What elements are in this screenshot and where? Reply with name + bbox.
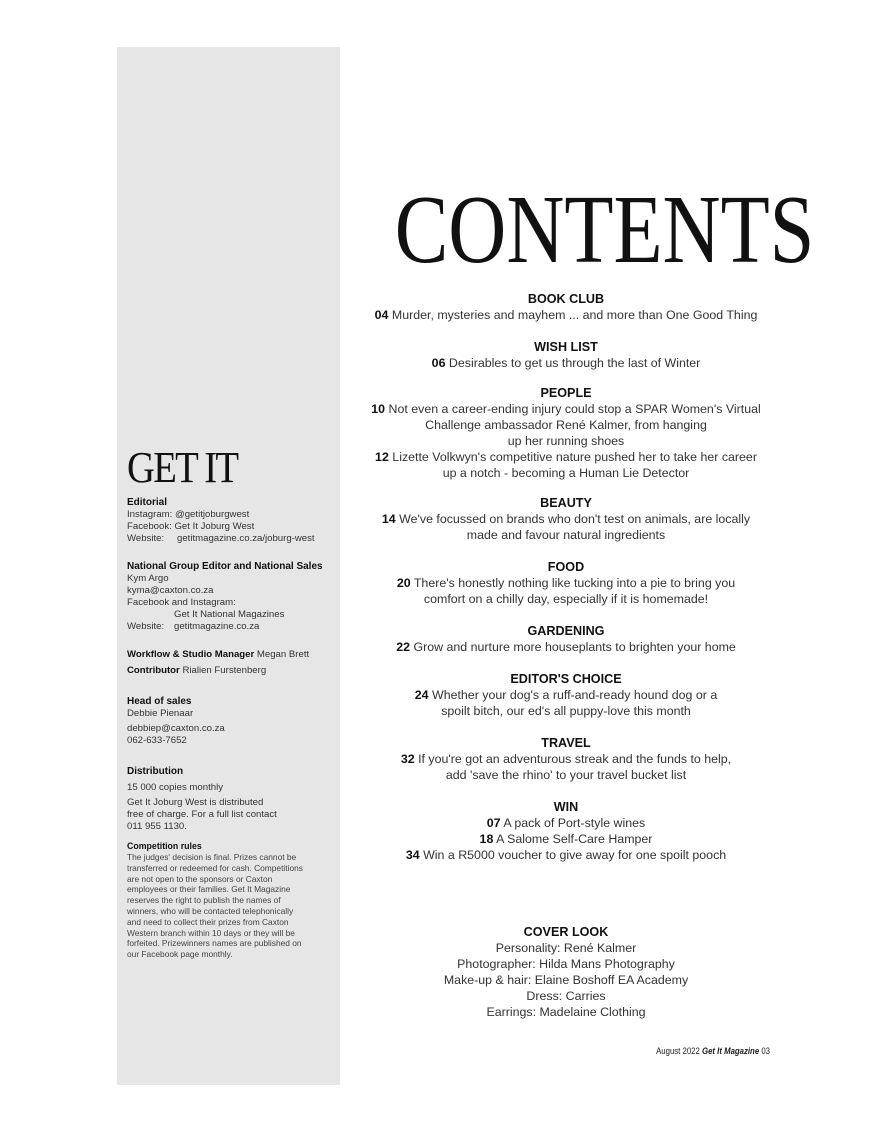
section-heading: FOOD (547, 560, 585, 574)
entry-text: A Salome Self-Care Hamper (496, 832, 653, 846)
workflow-line (127, 649, 337, 661)
sales-phone: 062-633-7652 (127, 735, 187, 746)
entry-text: Challenge ambassador René Kalmer, from hanging (425, 418, 707, 432)
entry-text: Lizette Volkwyn's competitive nature pushed her to take her career (392, 450, 757, 464)
cover-credit: Make-up & hair: Elaine Boshoff EA Academy (443, 973, 689, 987)
distribution-line-3: 011 955 1130. (127, 821, 187, 832)
section-heading: COVER LOOK (523, 925, 609, 939)
entry-text: Not even a career-ending injury could stop a SPAR Women's Virtual (388, 402, 761, 416)
toc-entry (350, 355, 782, 371)
section-heading: WIN (553, 800, 579, 814)
competition-heading: Competition rules (127, 841, 202, 851)
distribution-line-2: free of charge. For a full list contact (127, 809, 277, 820)
section-heading: GARDENING (527, 624, 605, 638)
toc-entry (350, 847, 782, 863)
entry-text: up a notch - becoming a Human Lie Detector (442, 466, 690, 480)
page-footer (614, 1046, 770, 1057)
distribution-line-1: Get It Joburg West is distributed (127, 797, 264, 808)
competition-line: transferred or redeemed for cash. Competitions (127, 862, 303, 873)
toc-entry (350, 639, 782, 655)
cover-credit: Personality: René Kalmer (495, 941, 637, 955)
competition-line: forfeited. Prizewinners names are published on (127, 938, 302, 949)
national-website-label: Website: (127, 621, 165, 632)
editorial-website-label: Website: (127, 533, 165, 544)
toc-entry (350, 449, 782, 465)
toc-entry (350, 307, 782, 323)
entry-text: Murder, mysteries and mayhem ... and more than One Good Thing (391, 308, 758, 322)
footer-page-number: 03 (761, 1046, 770, 1057)
workflow-role: Workflow & Studio Manager (127, 649, 255, 660)
cover-look-section (350, 924, 782, 1020)
distribution-copies: 15 000 copies monthly (127, 782, 223, 793)
toc-entry (350, 815, 782, 831)
workflow-name: Megan Brett (256, 649, 310, 660)
entry-text: spoilt bitch, our ed's all puppy-love this month (441, 704, 691, 718)
national-social-label: Facebook and Instagram: (127, 597, 236, 608)
entry-text: A pack of Port-style wines (503, 816, 646, 830)
national-social: Get It National Magazines (174, 609, 285, 620)
section-heading: EDITOR'S CHOICE (510, 672, 622, 686)
toc-section-book-club (350, 291, 782, 323)
sales-email: debbiep@caxton.co.za (127, 723, 225, 734)
page-number: 24 (414, 688, 429, 702)
contributor-name: Rialien Furstenberg (182, 665, 267, 676)
entry-text: Grow and nurture more houseplants to brighten your home (413, 640, 736, 654)
head-of-sales-block (127, 696, 337, 747)
entry-text: made and favour natural ingredients (466, 528, 666, 542)
toc-section-beauty (350, 495, 782, 543)
national-block (127, 561, 337, 633)
competition-line: winners, who will be contacted telephonically (127, 905, 294, 916)
footer-date: August 2022 (656, 1046, 700, 1057)
national-website: getitmagazine.co.za (174, 621, 260, 632)
page-number: 12 (375, 450, 389, 464)
competition-line: reserves the right to publish the names of (127, 895, 281, 906)
toc-entry (350, 687, 782, 703)
page-number: 14 (381, 512, 396, 526)
competition-line: employees or their families. Get It Magazine (127, 884, 291, 895)
entry-text: If you're got an adventurous streak and the funds to help, (418, 752, 732, 766)
page-number: 07 (486, 816, 501, 830)
distribution-heading: Distribution (127, 766, 184, 777)
national-email: kyma@caxton.co.za (127, 585, 214, 596)
national-name: Kym Argo (127, 573, 169, 584)
toc-section-gardening (350, 623, 782, 655)
competition-line: our Facebook page monthly. (127, 949, 233, 960)
page-number: 34 (405, 848, 420, 862)
page-number: 20 (396, 576, 411, 590)
page-title: CONTENTS (394, 176, 815, 284)
toc-section-win (350, 799, 782, 863)
toc-entry (350, 511, 782, 527)
editorial-website: getitmagazine.co.za/joburg-west (177, 533, 315, 544)
competition-line: Western branch within 10 days or they will be (127, 927, 295, 938)
entry-text: There's honestly nothing like tucking into a pie to bring you (413, 576, 736, 590)
entry-text: up her running shoes (507, 434, 625, 448)
entry-text: We've focussed on brands who don't test on animals, are locally (399, 512, 751, 526)
entry-text: Desirables to get us through the last of Winter (448, 356, 701, 370)
section-heading: BOOK CLUB (527, 292, 605, 306)
contributor-role: Contributor (127, 665, 180, 676)
page-number: 32 (400, 752, 415, 766)
section-heading: BEAUTY (540, 496, 592, 510)
cover-credit: Dress: Carries (526, 989, 606, 1003)
toc-section-travel (350, 735, 782, 783)
entry-text: Whether your dog's a ruff-and-ready hound dog or a (432, 688, 718, 702)
section-heading: PEOPLE (540, 386, 592, 400)
toc-entry (350, 831, 782, 847)
editorial-heading: Editorial (127, 497, 168, 508)
national-heading: National Group Editor and National Sales (127, 561, 323, 572)
competition-block (127, 841, 337, 960)
entry-text: Win a R5000 voucher to give away for one spoilt pooch (423, 848, 727, 862)
toc-section-food (350, 559, 782, 607)
competition-line: are not open to the sponsors or Caxton (127, 873, 273, 884)
footer-magazine: Get It Magazine (702, 1046, 760, 1057)
entry-text: add 'save the rhino' to your travel bucket list (445, 768, 687, 782)
competition-line: The judges' decision is final. Prizes cannot be (127, 852, 297, 862)
editorial-block (127, 497, 337, 545)
editorial-facebook: Facebook: Get It Joburg West (127, 521, 255, 532)
toc-section-wish-list (350, 339, 782, 371)
toc-entry (350, 575, 782, 591)
sales-name: Debbie Pienaar (127, 708, 194, 719)
page-number: 18 (479, 832, 494, 846)
toc-section-editors-choice (350, 671, 782, 719)
cover-credit: Earrings: Madelaine Clothing (486, 1005, 646, 1019)
entry-text: comfort on a chilly day, especially if it is homemade! (423, 592, 709, 606)
page-number: 22 (396, 640, 410, 654)
brand-logo: GET IT (127, 443, 238, 492)
page-number: 04 (374, 308, 389, 322)
editorial-instagram: Instagram: @getitjoburgwest (127, 509, 250, 520)
cover-credit: Photographer: Hilda Mans Photography (457, 957, 675, 971)
page-number: 10 (371, 402, 386, 416)
contributor-line (127, 665, 337, 677)
sales-heading: Head of sales (127, 696, 192, 707)
distribution-block (127, 766, 337, 833)
toc-section-people (350, 385, 782, 481)
section-heading: TRAVEL (541, 736, 591, 750)
section-heading: WISH LIST (534, 340, 598, 354)
page-number: 06 (431, 356, 446, 370)
toc-entry (350, 401, 782, 417)
competition-line: and need to collect their prizes from Caxton (127, 916, 289, 927)
toc-entry (350, 751, 782, 767)
